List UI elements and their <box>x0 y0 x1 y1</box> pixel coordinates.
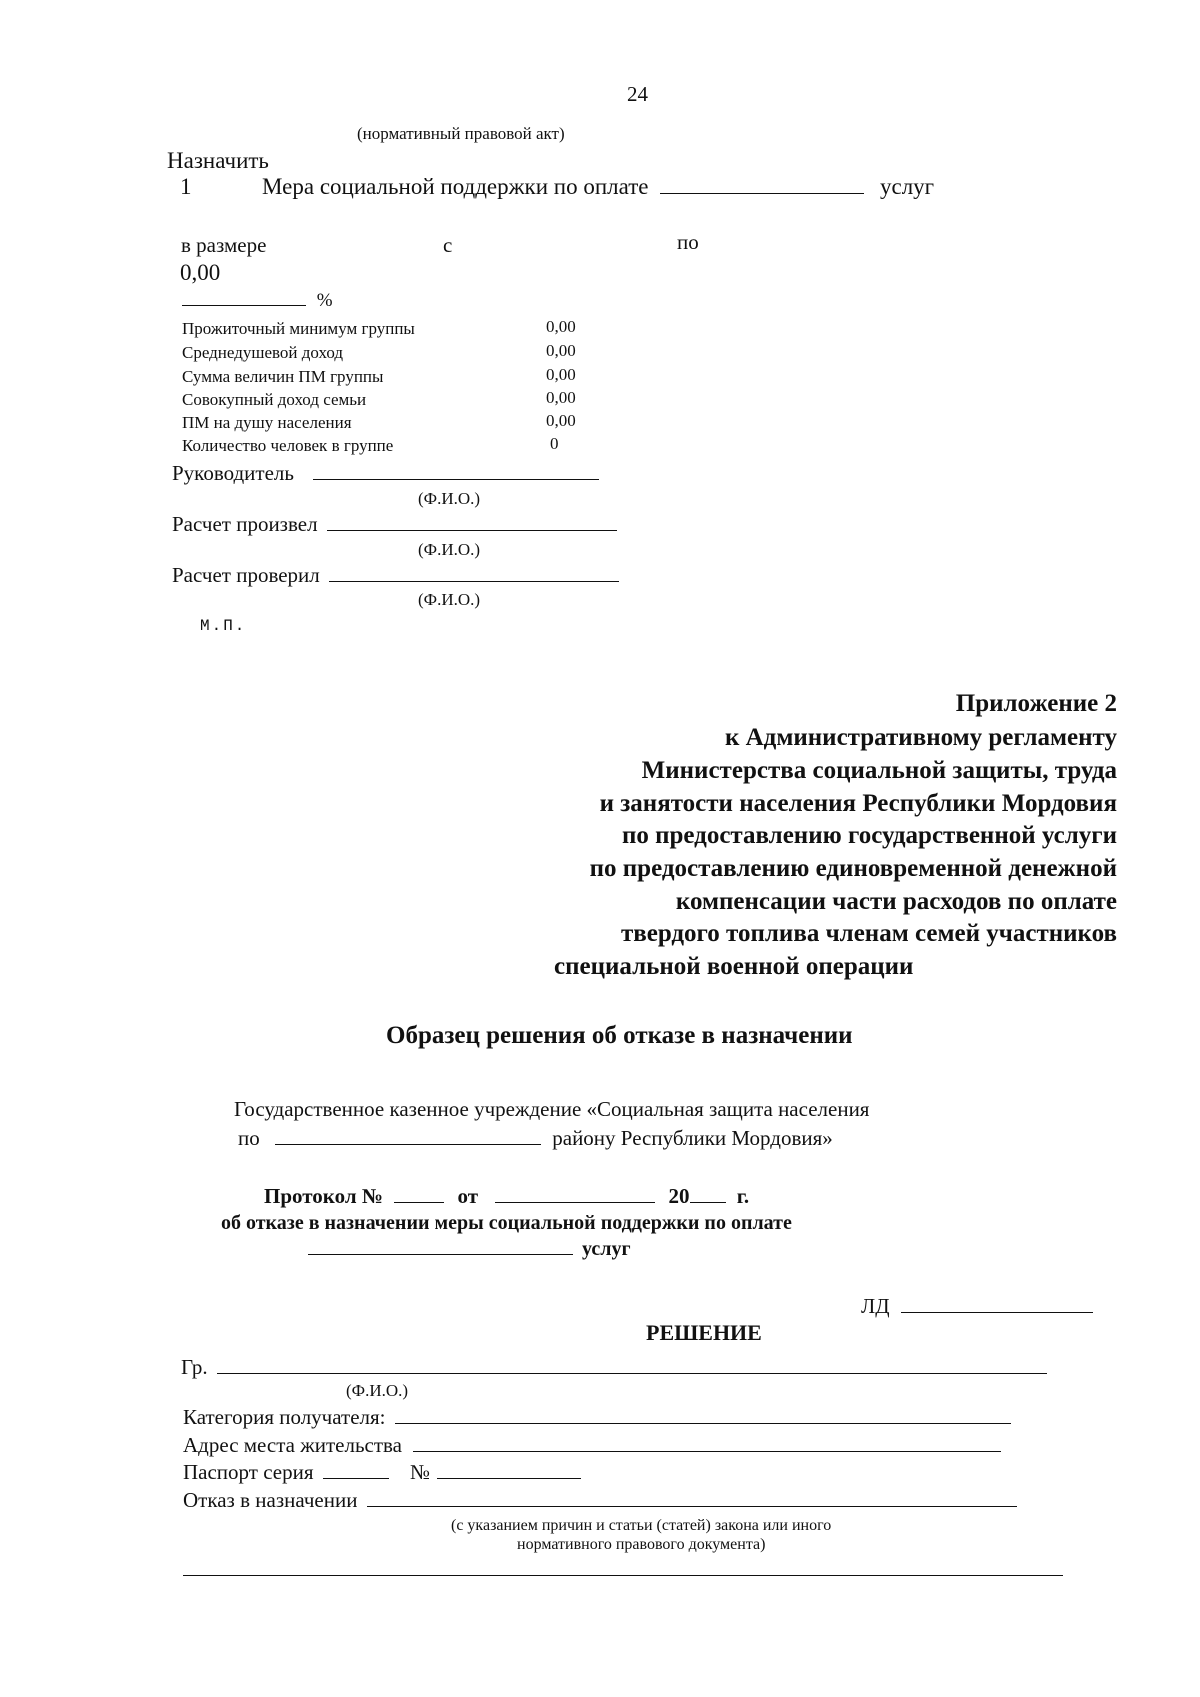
protocol-label: Протокол № <box>264 1184 383 1208</box>
calc-made-line <box>172 512 617 537</box>
passport-label: Паспорт серия <box>183 1460 314 1484</box>
fio-caption: (Ф.И.О.) <box>418 590 481 609</box>
calc-row-label: ПМ на душу населения <box>182 413 352 432</box>
calc-row-value: 0,00 <box>546 411 576 430</box>
refusal-line <box>183 1488 1017 1513</box>
page-number: 24 <box>627 82 648 106</box>
institution-suffix: району Республики Мордовия» <box>552 1126 833 1150</box>
appendix-line: Министерства социальной защиты, труда <box>641 757 1117 784</box>
fio-caption: (Ф.И.О.) <box>418 489 481 508</box>
refusal-caption-2: нормативного правового документа) <box>517 1536 766 1553</box>
calc-checked-line <box>172 563 619 588</box>
percent-field[interactable] <box>182 304 306 306</box>
appendix-line: по предоставлению единовременной денежной <box>589 855 1117 882</box>
protocol-services-word: услуг <box>582 1238 631 1260</box>
appendix-line: к Административному регламенту <box>724 724 1117 751</box>
address-line <box>183 1433 1001 1458</box>
calc-made-fio-field[interactable] <box>327 529 617 531</box>
amount-value: 0,00 <box>180 260 221 285</box>
citizen-label: Гр. <box>181 1355 208 1379</box>
appendix-line: специальной военной операции <box>554 953 914 980</box>
calc-row-value: 0,00 <box>546 341 576 360</box>
act-caption: (нормативный правовой акт) <box>357 124 565 143</box>
calc-row-label: Совокупный доход семьи <box>182 390 367 409</box>
appendix-line: Приложение 2 <box>955 690 1117 717</box>
protocol-number-field[interactable] <box>394 1201 444 1203</box>
passport-series-field[interactable] <box>323 1477 389 1479</box>
protocol-from-word: от <box>457 1184 479 1208</box>
passport-number-field[interactable] <box>437 1477 581 1479</box>
to-label: по <box>677 230 699 254</box>
calc-row-label: Сумма величин ПМ группы <box>182 367 384 386</box>
measure-text: Мера социальной поддержки по оплате <box>262 174 649 199</box>
refusal-label: Отказ в назначении <box>183 1488 358 1512</box>
protocol-service-type-field[interactable] <box>308 1253 573 1255</box>
protocol-date-field[interactable] <box>495 1201 655 1203</box>
head-signature-line <box>172 461 599 486</box>
institution-line-2 <box>238 1126 833 1151</box>
sample-title: Образец решения об отказе в назначении <box>386 1022 853 1049</box>
district-field[interactable] <box>275 1143 541 1145</box>
protocol-line <box>264 1184 749 1209</box>
calc-row-value: 0,00 <box>546 388 576 407</box>
ld-line <box>861 1294 1093 1319</box>
ld-field[interactable] <box>901 1311 1093 1313</box>
passport-number-sign: № <box>410 1460 431 1484</box>
head-fio-field[interactable] <box>313 478 599 480</box>
stamp-place: М.П. <box>200 617 247 635</box>
ld-label: ЛД <box>861 1294 890 1318</box>
calc-row-label: Среднедушевой доход <box>182 343 344 362</box>
citizen-fio-caption: (Ф.И.О.) <box>346 1381 409 1400</box>
head-label: Руководитель <box>172 461 294 485</box>
item-number: 1 <box>180 174 192 199</box>
appendix-line: компенсации части расходов по оплате <box>675 888 1117 915</box>
calc-row-value: 0,00 <box>546 365 576 384</box>
refusal-caption-1: (с указанием причин и статьи (статей) закона или иного <box>451 1517 832 1534</box>
address-label: Адрес места жительства <box>183 1433 402 1457</box>
from-label: с <box>443 233 453 257</box>
percent-line <box>182 290 333 312</box>
protocol-services-line <box>308 1238 631 1261</box>
calc-checked-label: Расчет проверил <box>172 563 320 587</box>
protocol-year-suffix: г. <box>736 1184 750 1208</box>
protocol-year-prefix: 20 <box>668 1184 690 1208</box>
percent-sign: % <box>316 290 333 311</box>
institution-line-1: Государственное казенное учреждение «Социальная защита населения <box>234 1097 870 1121</box>
assign-label: Назначить <box>167 148 269 173</box>
calc-row-value: 0 <box>550 434 559 453</box>
decision-title: РЕШЕНИЕ <box>646 1320 762 1345</box>
measure-line <box>262 174 934 200</box>
calc-checked-fio-field[interactable] <box>329 580 619 582</box>
category-field[interactable] <box>395 1422 1011 1424</box>
service-type-field[interactable] <box>660 192 864 194</box>
refusal-reason-field[interactable] <box>367 1505 1017 1507</box>
institution-prefix: по <box>238 1126 260 1150</box>
appendix-line: и занятости населения Республики Мордовия <box>599 790 1117 817</box>
citizen-fio-field[interactable] <box>217 1372 1047 1374</box>
citizen-line <box>181 1355 1047 1380</box>
calc-row-label: Количество человек в группе <box>182 436 394 455</box>
address-field[interactable] <box>413 1450 1001 1452</box>
category-line <box>183 1405 1011 1430</box>
size-label: в размере <box>181 233 267 257</box>
protocol-subject: об отказе в назначении меры социальной поддержки по оплате <box>221 1212 792 1234</box>
appendix-line: твердого топлива членам семей участников <box>620 920 1117 947</box>
calc-row-label: Прожиточный минимум группы <box>182 319 415 338</box>
calc-row-value: 0,00 <box>546 317 576 336</box>
passport-line <box>183 1460 581 1485</box>
refusal-continuation-field[interactable] <box>183 1574 1063 1576</box>
category-label: Категория получателя: <box>183 1405 386 1429</box>
services-word: услуг <box>880 174 935 199</box>
protocol-year-field[interactable] <box>690 1201 726 1203</box>
calc-made-label: Расчет произвел <box>172 512 318 536</box>
appendix-line: по предоставлению государственной услуги <box>621 822 1117 849</box>
fio-caption: (Ф.И.О.) <box>418 540 481 559</box>
